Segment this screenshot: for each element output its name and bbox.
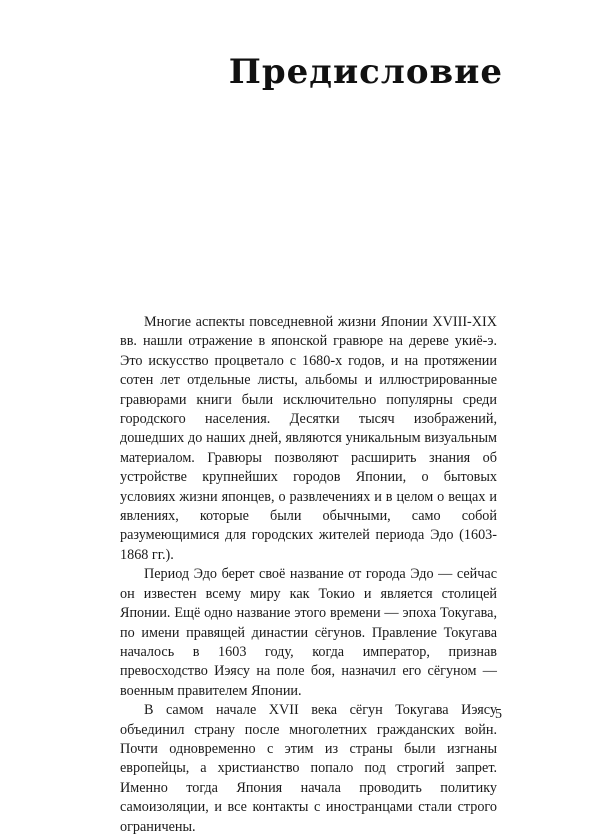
chapter-title: Предисловие [228, 52, 503, 92]
body-text [120, 313, 497, 837]
paragraph-3: В самом начале XVII века сёгун Токугава Иэясу объединил страну после многолетних гражданских войн. Почти одновременно с этим из страны были изгнаны европейцы, а христианство попало под строгий запрет. Именно тогда Япония начала проводить политику самоизоляции, и все контакты с иностранцами стали строго ограничены. [120, 702, 497, 835]
page-number: 5 [495, 707, 502, 722]
paragraph-1: Многие аспекты повседневной жизни Японии XVIII-XIX вв. нашли отражение в японской гравюре на дереве укиё-э. Это искусство процветало с 1680-х годов, и на протяжении сотен лет отдельные листы, альбомы и иллюстрированные гравюрами книги были исключительно популярны среди городского населения. Десятки тысяч изображений, дошедших до наших дней, являются уникальным визуальным материалом. Гравюры позволяют расширить знания об устройстве крупнейших городов Японии, о бытовых условиях жизни японцев, о развлечениях и в целом о вещах и явлениях, которые были обычными, само собой разумеющимися для городских жителей периода Эдо (1603-1868 гг.). [120, 314, 497, 563]
paragraph-2: Период Эдо берет своё название от города Эдо — сейчас он известен всему миру как Токио и является столицей Японии. Ещё одно название этого времени — эпоха Токугава, по имени правящей династии сёгунов. Правление Токугава началось в 1603 году, когда император, признав превосходство Иэясу на поле боя, назначил его сёгуном — военным правителем Японии. [120, 566, 497, 699]
